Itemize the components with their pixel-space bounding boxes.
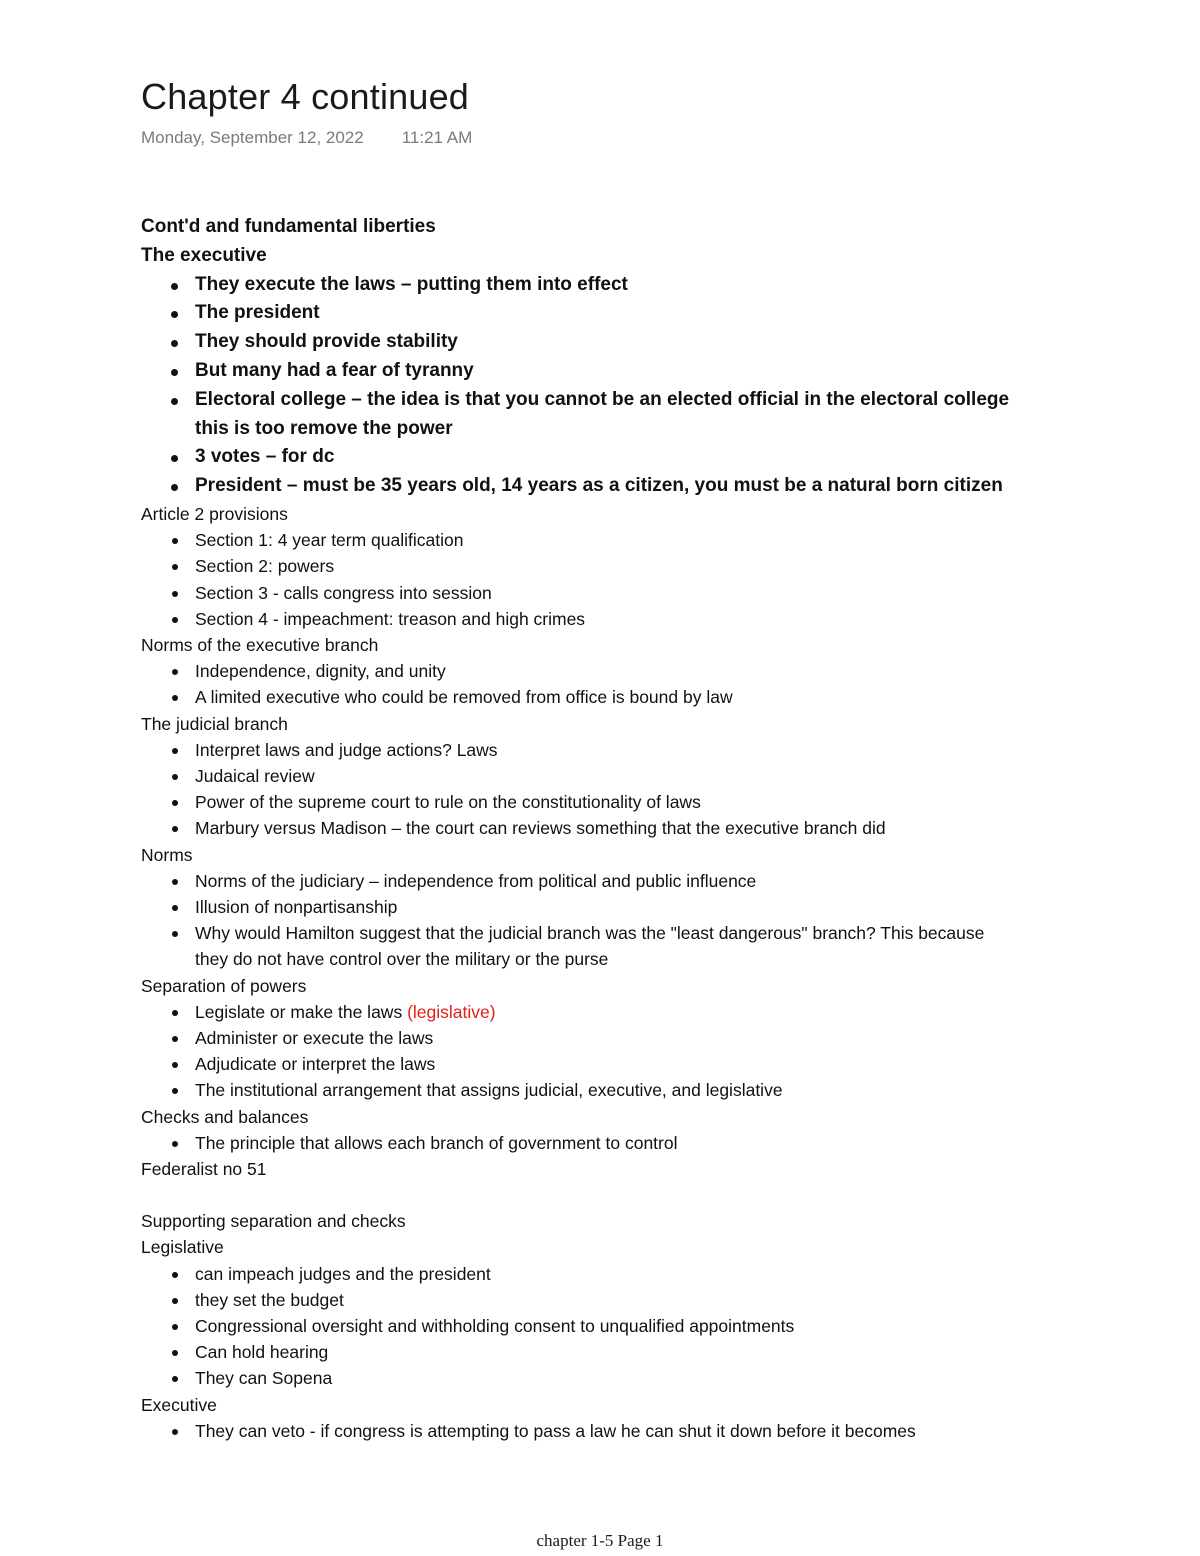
list-item: Section 2: powers [141, 553, 1021, 579]
section-heading: Separation of powers [141, 975, 307, 996]
highlighted-term: (legislative) [407, 1001, 496, 1022]
bullet-list [141, 658, 1021, 710]
list-item [141, 999, 1021, 1025]
list-item: The principle that allows each branch of government to control [141, 1130, 1021, 1156]
list-item: A limited executive who could be removed from office is bound by law [141, 684, 1021, 710]
list-item: Marbury versus Madison – the court can reviews something that the executive branch did [141, 815, 1021, 841]
bullet-list [141, 1261, 1021, 1392]
bullet-list [141, 868, 1021, 973]
list-item: Judaical review [141, 763, 1021, 789]
list-item: Norms of the judiciary – independence from political and public influence [141, 868, 1021, 894]
list-item: The institutional arrangement that assigns judicial, executive, and legislative [141, 1077, 1021, 1103]
list-item: Independence, dignity, and unity [141, 658, 1021, 684]
bullet-list [141, 737, 1021, 842]
list-item: Electoral college – the idea is that you cannot be an elected official in the electoral college this is too remove the power [141, 386, 1021, 444]
section-heading: Article 2 provisions [141, 503, 288, 524]
list-item: can impeach judges and the president [141, 1261, 1021, 1287]
list-item: Adjudicate or interpret the laws [141, 1051, 1021, 1077]
list-item: they set the budget [141, 1287, 1021, 1313]
note-body [141, 213, 1021, 1444]
note-date: Monday, September 12, 2022 [141, 128, 364, 147]
blank-line [141, 1182, 1021, 1208]
page-footer: chapter 1-5 Page 1 [536, 1531, 664, 1550]
item-text: Legislate or make the laws [195, 1001, 408, 1022]
list-item: But many had a fear of tyranny [141, 357, 1021, 386]
section-heading: Cont'd and fundamental liberties [141, 216, 436, 237]
list-item: Interpret laws and judge actions? Laws [141, 737, 1021, 763]
bullet-list [141, 1418, 1021, 1444]
list-item: They can veto - if congress is attempting to pass a law he can shut it down before it becomes [141, 1418, 1021, 1444]
list-item: Illusion of nonpartisanship [141, 894, 1021, 920]
list-item: Administer or execute the laws [141, 1025, 1021, 1051]
list-item: 3 votes – for dc [141, 443, 1021, 472]
bullet-list [141, 271, 1021, 501]
section-heading: The executive [141, 244, 267, 266]
list-item: They should provide stability [141, 328, 1021, 357]
list-item: Why would Hamilton suggest that the judicial branch was the "least dangerous" branch? This because they do not have control over the military or the purse [141, 920, 1021, 972]
note-meta [141, 128, 472, 148]
section-heading: Executive [141, 1394, 217, 1415]
list-item: The president [141, 299, 1021, 328]
list-item: President – must be 35 years old, 14 years as a citizen, you must be a natural born citizen [141, 472, 1021, 501]
list-item: Section 1: 4 year term qualification [141, 527, 1021, 553]
list-item: Section 4 - impeachment: treason and high crimes [141, 606, 1021, 632]
list-item: They can Sopena [141, 1365, 1021, 1391]
bullet-list [141, 527, 1021, 632]
section-heading: The judicial branch [141, 713, 288, 734]
bullet-list [141, 1130, 1021, 1156]
section-heading: Federalist no 51 [141, 1159, 267, 1180]
list-item: They execute the laws – putting them into effect [141, 271, 1021, 300]
list-item: Congressional oversight and withholding consent to unqualified appointments [141, 1313, 1021, 1339]
section-heading: Norms of the executive branch [141, 634, 379, 655]
section-heading: Norms [141, 844, 193, 865]
note-time: 11:21 AM [401, 128, 473, 147]
page-title: Chapter 4 continued [141, 76, 470, 117]
section-heading: Supporting separation and checks [141, 1211, 406, 1232]
section-heading: Checks and balances [141, 1106, 309, 1127]
list-item: Can hold hearing [141, 1339, 1021, 1365]
bullet-list [141, 999, 1021, 1104]
list-item: Section 3 - calls congress into session [141, 580, 1021, 606]
bold-section [141, 213, 1021, 501]
list-item: Power of the supreme court to rule on the constitutionality of laws [141, 789, 1021, 815]
section-heading: Legislative [141, 1237, 224, 1258]
